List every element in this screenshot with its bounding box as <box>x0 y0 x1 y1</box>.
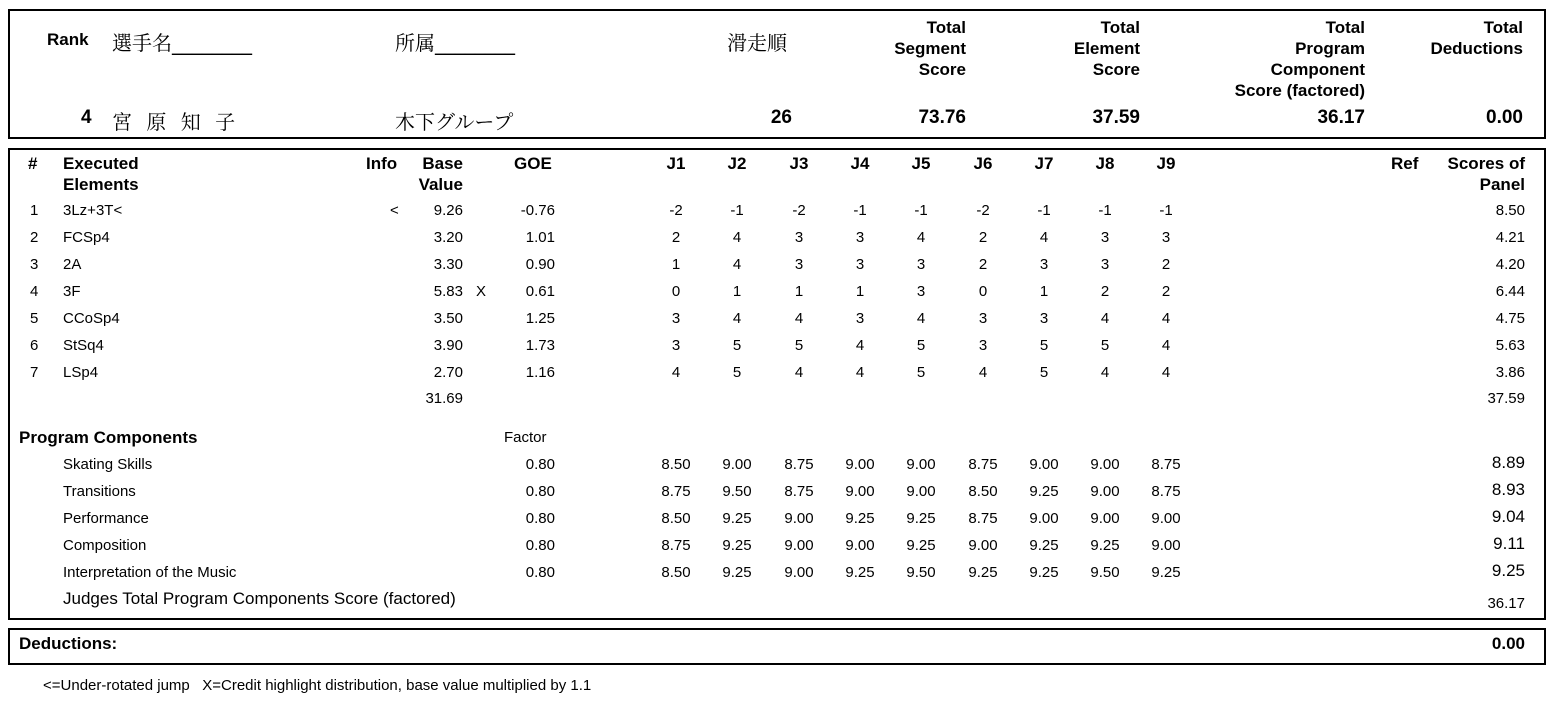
pcs-label-line3: Component <box>1270 60 1365 79</box>
element-goe: 0.61 <box>525 283 555 300</box>
element-base: 3.90 <box>433 337 463 354</box>
component-judge-score: 9.25 <box>1029 537 1059 554</box>
element-info: < <box>390 202 399 219</box>
total-deductions: 0.00 <box>1486 107 1523 128</box>
col-judge-header: J4 <box>850 154 870 173</box>
element-judge-score: 4 <box>978 364 988 381</box>
skater-rank: 4 <box>81 107 92 128</box>
element-panel-score: 4.75 <box>1495 310 1525 327</box>
col-info-header: Info <box>366 154 398 173</box>
component-judge-score: 9.00 <box>906 456 936 473</box>
col-goe-header: GOE <box>514 154 552 173</box>
element-judge-score: 4 <box>732 256 742 273</box>
element-judge-score: 3 <box>671 337 681 354</box>
component-panel-score: 9.04 <box>1491 507 1525 526</box>
element-judge-score: 2 <box>1100 283 1110 300</box>
deductions-box <box>8 628 1546 665</box>
col-judge-header: J3 <box>789 154 809 173</box>
col-num-header: # <box>28 154 38 173</box>
element-judge-score: 5 <box>732 337 742 354</box>
total-program-component-score: 36.17 <box>1317 107 1365 128</box>
element-x-mark: X <box>476 283 487 300</box>
component-judge-score: 9.25 <box>1029 483 1059 500</box>
component-judge-score: 9.00 <box>968 537 998 554</box>
element-num: 6 <box>30 337 39 354</box>
component-factor: 0.80 <box>525 537 555 554</box>
component-judge-score: 9.25 <box>1029 564 1059 581</box>
element-name: 3Lz+3T< <box>63 202 123 219</box>
element-judge-score: 4 <box>1161 310 1171 327</box>
component-judge-score: 9.00 <box>1151 537 1181 554</box>
col-executed-line2: Elements <box>63 175 139 194</box>
element-judge-score: 1 <box>671 256 681 273</box>
component-judge-score: 8.50 <box>661 510 691 527</box>
pcs-label-line2: Program <box>1295 39 1365 58</box>
element-goe: -0.76 <box>520 202 555 219</box>
component-judge-score: 8.75 <box>661 537 691 554</box>
component-judge-score: 9.25 <box>845 564 875 581</box>
pc-total-label: Judges Total Program Components Score (factored) <box>63 589 456 608</box>
element-judge-score: -2 <box>976 202 990 219</box>
element-base: 5.83 <box>433 283 463 300</box>
element-judge-score: 3 <box>1039 310 1049 327</box>
component-judge-score: 9.00 <box>906 483 936 500</box>
element-goe: 0.90 <box>525 256 555 273</box>
element-judge-score: 5 <box>1039 364 1049 381</box>
component-judge-score: 8.75 <box>784 483 814 500</box>
element-judge-score: 3 <box>1100 229 1110 246</box>
element-judge-score: -1 <box>1159 202 1173 219</box>
element-judge-score: 3 <box>978 310 988 327</box>
component-judge-score: 9.00 <box>1029 456 1059 473</box>
element-panel-score: 5.63 <box>1495 337 1525 354</box>
component-judge-score: 9.25 <box>906 537 936 554</box>
component-judge-score: 9.25 <box>722 537 752 554</box>
tes-label-line2: Element <box>1073 39 1140 58</box>
component-judge-score: 9.00 <box>1090 483 1120 500</box>
component-judge-score: 9.00 <box>784 564 814 581</box>
component-name: Interpretation of the Music <box>63 564 237 581</box>
tes-label-line1: Total <box>1100 18 1140 37</box>
col-executed-header <box>63 153 139 195</box>
ded-label <box>1430 17 1523 59</box>
tss-label-line3: Score <box>918 60 966 79</box>
total-element-score: 37.59 <box>1092 107 1140 128</box>
element-goe: 1.25 <box>525 310 555 327</box>
component-judge-score: 8.50 <box>968 483 998 500</box>
component-judge-score: 9.25 <box>968 564 998 581</box>
element-judge-score: 1 <box>794 283 804 300</box>
element-name: StSq4 <box>63 337 104 354</box>
element-judge-score: 5 <box>1100 337 1110 354</box>
tes-label-line3: Score <box>1092 60 1140 79</box>
rank-label: Rank <box>47 30 89 49</box>
component-judge-score: 9.00 <box>845 537 875 554</box>
program-components-title: Program Components <box>19 428 198 447</box>
element-judge-score: 3 <box>671 310 681 327</box>
element-judge-score: 4 <box>1100 364 1110 381</box>
component-judge-score: 8.75 <box>661 483 691 500</box>
pcs-label <box>1235 17 1365 101</box>
element-judge-score: 2 <box>1161 283 1171 300</box>
element-num: 2 <box>30 229 39 246</box>
club-label: 所属________ <box>395 31 515 55</box>
component-judge-score: 9.00 <box>1029 510 1059 527</box>
col-judge-header: J8 <box>1095 154 1115 173</box>
start-order: 26 <box>770 107 792 128</box>
component-name: Transitions <box>63 483 136 500</box>
element-judge-score: 4 <box>732 310 742 327</box>
element-base: 2.70 <box>433 364 463 381</box>
col-base-header <box>419 153 463 195</box>
element-judge-score: 5 <box>1039 337 1049 354</box>
element-goe: 1.16 <box>525 364 555 381</box>
component-panel-score: 9.11 <box>1493 534 1525 553</box>
element-judge-score: 4 <box>1161 337 1171 354</box>
element-panel-score: 3.86 <box>1495 364 1525 381</box>
element-judge-score: 2 <box>978 256 988 273</box>
component-judge-score: 9.00 <box>845 456 875 473</box>
deductions-value: 0.00 <box>1491 634 1525 653</box>
element-panel-score: 4.21 <box>1495 229 1525 246</box>
name-label: 選手名________ <box>112 31 252 55</box>
element-judge-score: -1 <box>1098 202 1112 219</box>
element-judge-score: 5 <box>916 337 926 354</box>
element-name: 3F <box>63 283 81 300</box>
component-judge-score: 8.50 <box>661 564 691 581</box>
element-judge-score: 4 <box>1161 364 1171 381</box>
legend-note: <=Under-rotated jump X=Credit highlight distribution, base value multiplied by 1.1 <box>43 677 592 694</box>
component-judge-score: 9.25 <box>845 510 875 527</box>
col-judge-header: J7 <box>1034 154 1054 173</box>
element-num: 3 <box>30 256 39 273</box>
element-base: 3.20 <box>433 229 463 246</box>
element-base: 3.30 <box>433 256 463 273</box>
element-judge-score: 4 <box>671 364 681 381</box>
element-judge-score: 4 <box>1039 229 1049 246</box>
element-judge-score: 4 <box>916 229 926 246</box>
element-name: LSp4 <box>63 364 99 381</box>
factor-header: Factor <box>504 429 547 446</box>
tes-label <box>1074 17 1140 80</box>
col-judge-header: J5 <box>911 154 931 173</box>
col-base-line1: Base <box>422 154 463 173</box>
element-judge-score: 4 <box>794 310 804 327</box>
element-name: CCoSp4 <box>63 310 120 327</box>
component-judge-score: 9.25 <box>906 510 936 527</box>
total-segment-score: 73.76 <box>918 107 966 128</box>
element-judge-score: 5 <box>794 337 804 354</box>
component-factor: 0.80 <box>525 510 555 527</box>
component-judge-score: 8.50 <box>661 456 691 473</box>
element-judge-score: 2 <box>978 229 988 246</box>
component-judge-score: 9.00 <box>722 456 752 473</box>
col-judge-header: J6 <box>973 154 993 173</box>
elements-panel-total: 37.59 <box>1487 390 1525 407</box>
component-judge-score: 8.75 <box>784 456 814 473</box>
component-judge-score: 9.00 <box>784 537 814 554</box>
element-judge-score: 3 <box>855 256 865 273</box>
element-num: 4 <box>30 283 39 300</box>
skater-club: 木下グループ <box>395 110 514 134</box>
pcs-label-line1: Total <box>1325 18 1365 37</box>
element-judge-score: 4 <box>855 337 865 354</box>
element-judge-score: -1 <box>853 202 867 219</box>
elements-base-total: 31.69 <box>425 390 463 407</box>
element-judge-score: 4 <box>794 364 804 381</box>
element-num: 5 <box>30 310 39 327</box>
element-judge-score: 5 <box>732 364 742 381</box>
col-judge-header: J1 <box>666 154 686 173</box>
element-panel-score: 8.50 <box>1495 202 1525 219</box>
element-judge-score: 3 <box>916 256 926 273</box>
component-panel-score: 9.25 <box>1491 561 1525 580</box>
element-judge-score: 3 <box>855 310 865 327</box>
pcs-label-line4: Score (factored) <box>1234 81 1365 100</box>
component-judge-score: 8.75 <box>968 456 998 473</box>
col-executed-line1: Executed <box>63 154 139 173</box>
element-judge-score: 2 <box>671 229 681 246</box>
col-panel-line2: Panel <box>1479 175 1525 194</box>
component-factor: 0.80 <box>525 483 555 500</box>
element-base: 9.26 <box>433 202 463 219</box>
element-goe: 1.01 <box>525 229 555 246</box>
element-judge-score: 1 <box>732 283 742 300</box>
element-num: 7 <box>30 364 39 381</box>
element-judge-score: -1 <box>730 202 744 219</box>
component-judge-score: 9.25 <box>1090 537 1120 554</box>
component-judge-score: 9.25 <box>722 510 752 527</box>
component-judge-score: 9.25 <box>722 564 752 581</box>
element-panel-score: 4.20 <box>1495 256 1525 273</box>
tss-label-line1: Total <box>926 18 966 37</box>
tss-label-line2: Segment <box>894 39 966 58</box>
component-judge-score: 8.75 <box>1151 483 1181 500</box>
col-ref-header: Ref <box>1391 154 1419 173</box>
element-goe: 1.73 <box>525 337 555 354</box>
component-judge-score: 9.50 <box>906 564 936 581</box>
element-judge-score: -2 <box>792 202 806 219</box>
element-panel-score: 6.44 <box>1495 283 1525 300</box>
element-judge-score: 0 <box>671 283 681 300</box>
component-judge-score: 8.75 <box>968 510 998 527</box>
col-judge-header: J9 <box>1156 154 1176 173</box>
component-panel-score: 8.93 <box>1491 480 1525 499</box>
element-judge-score: 3 <box>855 229 865 246</box>
element-judge-score: 4 <box>855 364 865 381</box>
ded-label-line2: Deductions <box>1430 39 1523 58</box>
component-name: Skating Skills <box>63 456 153 473</box>
component-name: Composition <box>63 537 147 554</box>
element-judge-score: 4 <box>732 229 742 246</box>
pc-total-value: 36.17 <box>1487 595 1525 612</box>
tss-label <box>894 17 966 80</box>
deductions-label: Deductions: <box>19 634 118 653</box>
element-judge-score: 3 <box>1039 256 1049 273</box>
element-base: 3.50 <box>433 310 463 327</box>
skater-name: 宮 原 知 子 <box>112 110 240 134</box>
col-panel-line1: Scores of <box>1447 154 1525 173</box>
component-judge-score: 9.00 <box>1151 510 1181 527</box>
element-judge-score: 0 <box>978 283 988 300</box>
element-judge-score: 3 <box>794 256 804 273</box>
element-judge-score: 4 <box>916 310 926 327</box>
element-judge-score: 3 <box>1100 256 1110 273</box>
order-label: 滑走順 <box>727 31 787 55</box>
element-judge-score: -2 <box>669 202 683 219</box>
element-judge-score: 3 <box>978 337 988 354</box>
element-judge-score: -1 <box>914 202 928 219</box>
element-judge-score: 3 <box>1161 229 1171 246</box>
col-base-line2: Value <box>418 175 463 194</box>
ded-label-line1: Total <box>1483 18 1523 37</box>
component-judge-score: 9.00 <box>784 510 814 527</box>
element-num: 1 <box>30 202 39 219</box>
col-judge-header: J2 <box>727 154 747 173</box>
component-judge-score: 8.75 <box>1151 456 1181 473</box>
component-judge-score: 9.50 <box>1090 564 1120 581</box>
col-panel-header <box>1448 153 1525 195</box>
component-factor: 0.80 <box>525 564 555 581</box>
element-judge-score: 2 <box>1161 256 1171 273</box>
component-judge-score: 9.25 <box>1151 564 1181 581</box>
element-judge-score: 3 <box>916 283 926 300</box>
component-judge-score: 9.00 <box>1090 510 1120 527</box>
component-judge-score: 9.50 <box>722 483 752 500</box>
component-judge-score: 9.00 <box>845 483 875 500</box>
component-factor: 0.80 <box>525 456 555 473</box>
element-name: FCSp4 <box>63 229 110 246</box>
element-judge-score: 1 <box>855 283 865 300</box>
element-judge-score: -1 <box>1037 202 1051 219</box>
component-panel-score: 8.89 <box>1491 453 1525 472</box>
element-judge-score: 1 <box>1039 283 1049 300</box>
component-judge-score: 9.00 <box>1090 456 1120 473</box>
element-judge-score: 3 <box>794 229 804 246</box>
element-judge-score: 4 <box>1100 310 1110 327</box>
element-judge-score: 5 <box>916 364 926 381</box>
component-name: Performance <box>63 510 149 527</box>
element-name: 2A <box>63 256 82 273</box>
